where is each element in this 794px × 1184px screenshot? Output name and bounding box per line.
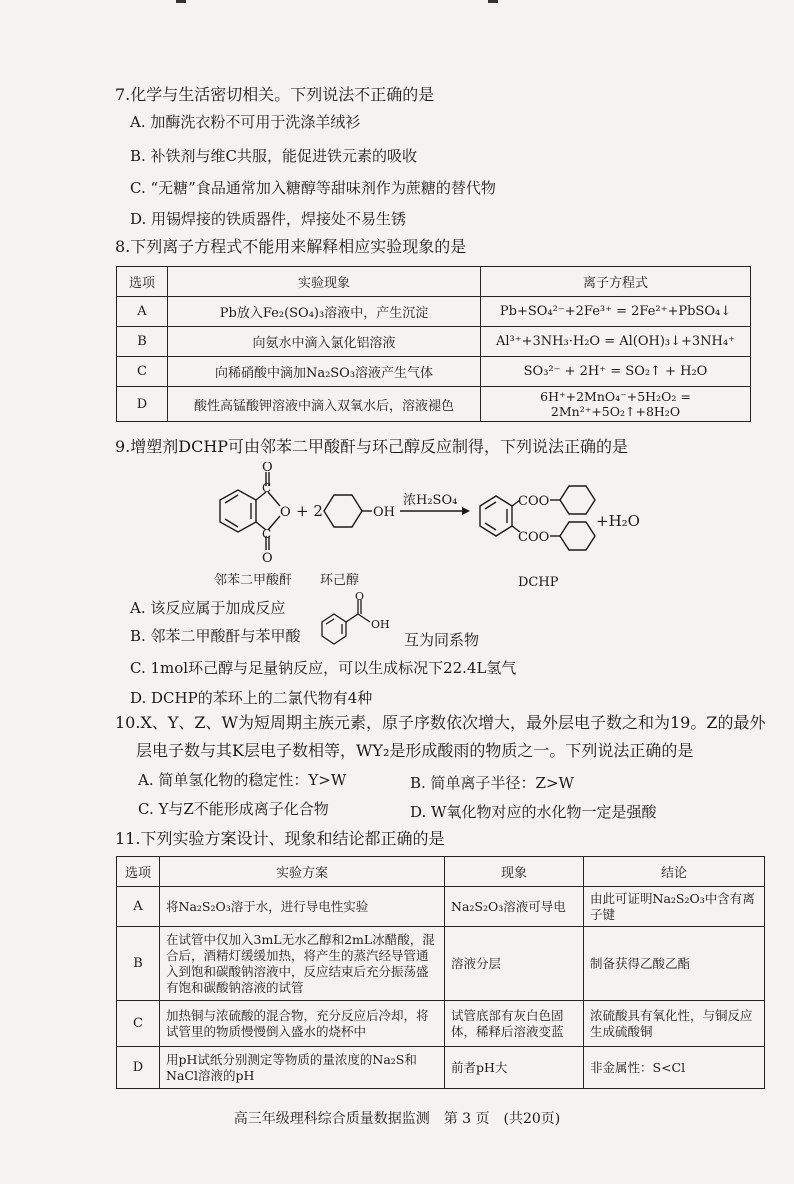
cyclohexanol-structure <box>324 495 372 527</box>
anhydride-o-bottom: O <box>262 551 273 566</box>
q9-option-d: D. DCHP的苯环上的二氯代物有4种 <box>130 689 373 707</box>
q11-row-b-option: B <box>117 927 160 1001</box>
q9-option-a: A. 该反应属于加成反应 <box>130 599 286 617</box>
q11-header-phenomenon: 现象 <box>445 857 584 887</box>
q10-option-c: C. Y与Z不能形成离子化合物 <box>138 800 329 818</box>
catalyst-label: 浓H₂SO₄ <box>403 493 458 508</box>
q8-row-b-phenomenon: 向氨水中滴入氯化铝溶液 <box>168 327 481 357</box>
q8-row-c-option: C <box>117 357 168 387</box>
anhydride-o-top: O <box>262 462 273 475</box>
label-cyclohexanol: 环己醇 <box>320 573 360 588</box>
q9-option-c: C. 1mol环己醇与足量钠反应，可以生成标况下22.4L氢气 <box>130 659 517 677</box>
q8-row-a-option: A <box>117 297 168 327</box>
q8-header-equation: 离子方程式 <box>481 267 751 297</box>
q11-row-a-plan: 将Na₂S₂O₃溶于水，进行导电性实验 <box>160 887 445 927</box>
q8-row-a-phenomenon: Pb放入Fe₂(SO₄)₃溶液中，产生沉淀 <box>168 297 481 327</box>
q11-row-d-conclusion: 非金属性：S<Cl <box>584 1047 765 1089</box>
q8-header-phenomenon: 实验现象 <box>168 267 481 297</box>
q11-row-a-phenomenon: Na₂S₂O₃溶液可导电 <box>445 887 584 927</box>
q8-row-d-option: D <box>117 387 168 422</box>
q11-row-c-phenomenon: 试管底部有灰白色固体，稀释后溶液变蓝 <box>445 1001 584 1047</box>
q10-option-a: A. 简单氢化物的稳定性：Y>W <box>138 771 347 789</box>
reaction-arrowhead <box>462 507 470 515</box>
q8-row-b-equation: Al³⁺+3NH₃·H₂O = Al(OH)₃↓+3NH₄⁺ <box>481 327 751 357</box>
q7-option-d: D. 用锡焊接的铁质器件，焊接处不易生锈 <box>130 210 407 228</box>
page-footer: 高三年级理科综合质量数据监测 第 3 页 (共20页) <box>233 1111 561 1127</box>
label-dchp: DCHP <box>518 575 559 590</box>
q9-option-b: B. 邻苯二甲酸酐与苯甲酸 <box>130 627 301 645</box>
q11-row-d-option: D <box>117 1047 160 1089</box>
q8-row-d-equation: 6H⁺+2MnO₄⁻+5H₂O₂ = 2Mn²⁺+5O₂↑+8H₂O <box>481 387 751 422</box>
q10-option-b: B. 简单离子半径：Z>W <box>410 774 574 792</box>
cyclohexanol-oh: OH <box>373 505 395 520</box>
coefficient-two: + 2 <box>296 502 323 520</box>
top-edge-marks <box>0 0 794 8</box>
q8-header-option: 选项 <box>117 267 168 297</box>
q8-row-b-option: B <box>117 327 168 357</box>
q7-option-b: B. 补铁剂与维C共服，能促进铁元素的吸收 <box>130 147 418 165</box>
q10-stem-line2: 层电子数与其K层电子数相等，WY₂是形成酸雨的物质之一。下列说法正确的是 <box>136 741 694 760</box>
q11-header-option: 选项 <box>117 857 160 887</box>
label-anhydride: 邻苯二甲酸酐 <box>214 573 293 588</box>
q7-option-c: C. “无糖”食品通常加入糖醇等甜味剂作为蔗糖的替代物 <box>130 179 496 197</box>
q8-stem: 8.下列离子方程式不能用来解释相应实验现象的是 <box>115 237 467 256</box>
q11-row-d-phenomenon: 前者pH大 <box>445 1047 584 1089</box>
q11-row-a-option: A <box>117 887 160 927</box>
q11-row-b-plan: 在试管中仅加入3mL无水乙醇和2mL冰醋酸，混合后，酒精灯缓缓加热，将产生的蒸汽经导管通入到饱和碳酸钠溶液中，反应结束后充分振荡盛有饱和碳酸钠溶液的试管 <box>160 927 445 1001</box>
dchp-coo-bottom: COO <box>518 530 550 545</box>
q8-row-c-phenomenon: 向稀硝酸中滴加Na₂SO₃溶液产生气体 <box>168 357 481 387</box>
q8-row-d-phenomenon: 酸性高锰酸钾溶液中滴入双氧水后，溶液褪色 <box>168 387 481 422</box>
q11-row-b-conclusion: 制备获得乙酸乙酯 <box>584 927 765 1001</box>
dchp-coo-top: COO <box>518 494 550 509</box>
q11-row-a-conclusion: 由此可证明Na₂S₂O₃中含有离子键 <box>584 887 765 927</box>
anhydride-o-ring: O <box>280 505 291 520</box>
q9-option-b-tail: 互为同系物 <box>404 631 480 649</box>
benzoic-acid-oh: OH <box>371 618 390 631</box>
q11-row-c-conclusion: 浓硫酸具有氧化性，与铜反应生成硫酸铜 <box>584 1001 765 1047</box>
q11-stem: 11.下列实验方案设计、现象和结论都正确的是 <box>115 829 445 848</box>
q11-row-c-plan: 加热铜与浓硫酸的混合物，充分反应后冷却，将试管里的物质慢慢倒入盛水的烧杯中 <box>160 1001 445 1047</box>
q8-table <box>116 266 751 422</box>
q9-reaction-scheme <box>200 462 650 592</box>
q9-stem: 9.增塑剂DCHP可由邻苯二甲酸酐与环己醇反应制得，下列说法正确的是 <box>115 437 629 456</box>
benzoic-acid-structure <box>316 592 396 648</box>
water-product: +H₂O <box>596 512 640 530</box>
q11-row-d-plan: 用pH试纸分别测定等物质的量浓度的Na₂S和NaCl溶液的pH <box>160 1047 445 1089</box>
q7-option-a: A. 加酶洗衣粉不可用于洗涤羊绒衫 <box>130 113 361 131</box>
q11-table <box>116 856 765 1089</box>
q10-stem-line1: 10.X、Y、Z、W为短周期主族元素，原子序数依次增大，最外层电子数之和为19。Z的最外 <box>115 713 766 732</box>
q11-header-plan: 实验方案 <box>160 857 445 887</box>
q7-stem: 7.化学与生活密切相关。下列说法不正确的是 <box>115 85 435 104</box>
q11-row-c-option: C <box>117 1001 160 1047</box>
q8-row-a-equation: Pb+SO₄²⁻+2Fe³⁺ = 2Fe²⁺+PbSO₄↓ <box>481 297 751 327</box>
benzoic-acid-o: O <box>355 592 365 603</box>
q8-row-c-equation: SO₃²⁻ + 2H⁺ = SO₂↑ + H₂O <box>481 357 751 387</box>
q11-row-b-phenomenon: 溶液分层 <box>445 927 584 1001</box>
q11-header-conclusion: 结论 <box>584 857 765 887</box>
q10-option-d: D. W氧化物对应的水化物一定是强酸 <box>410 803 657 821</box>
anhydride-c-top: C <box>262 481 272 495</box>
anhydride-c-bottom: C <box>262 527 272 541</box>
